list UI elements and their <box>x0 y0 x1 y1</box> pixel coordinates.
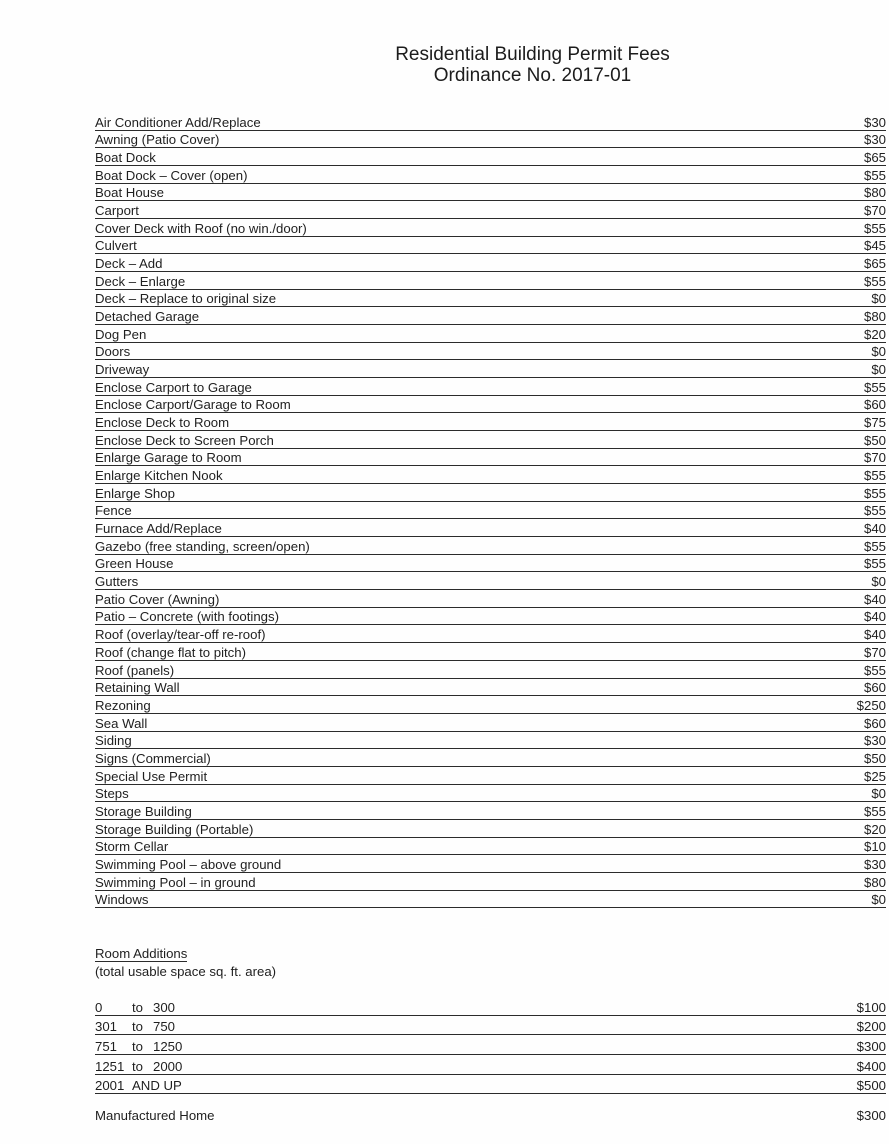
fee-amount: $70 <box>863 203 886 219</box>
fee-item-label: Gazebo (free standing, screen/open) <box>95 538 310 554</box>
fee-row <box>95 855 886 873</box>
fee-amount: $10 <box>863 839 886 855</box>
tier-row <box>95 1055 886 1075</box>
fee-row <box>95 131 886 149</box>
tier-range-connector: to <box>132 1019 143 1035</box>
tier-range-connector: to <box>132 1039 143 1055</box>
fee-item-label: Culvert <box>95 238 137 254</box>
fee-amount: $0 <box>871 574 886 590</box>
fee-amount: $75 <box>863 415 886 431</box>
fee-item-label: Retaining Wall <box>95 680 180 696</box>
fee-item-label: Fence <box>95 503 132 519</box>
fee-amount: $55 <box>863 803 886 819</box>
fee-row <box>95 360 886 378</box>
fee-amount: $50 <box>863 432 886 448</box>
tier-range-connector: AND UP <box>132 1078 182 1094</box>
fee-row <box>95 785 886 803</box>
fee-amount: $0 <box>871 362 886 378</box>
tier-row <box>95 1075 886 1095</box>
tier-range-min: 301 <box>95 1019 118 1035</box>
fee-item-label: Dog Pen <box>95 326 147 342</box>
fee-item-label: Sea Wall <box>95 715 148 731</box>
fee-amount: $55 <box>863 167 886 183</box>
fee-item-label: Air Conditioner Add/Replace <box>95 114 261 130</box>
room-additions-heading <box>95 946 187 962</box>
fee-row <box>95 307 886 325</box>
fee-row <box>95 625 886 643</box>
tier-fee: $300 <box>856 1039 886 1055</box>
fee-item-label: Cover Deck with Roof (no win./door) <box>95 220 307 236</box>
fee-item-label: Deck – Add <box>95 256 163 272</box>
fee-amount: $65 <box>863 150 886 166</box>
fee-row <box>95 466 886 484</box>
fee-amount: $60 <box>863 680 886 696</box>
tier-row <box>95 1016 886 1036</box>
fee-table <box>95 113 886 908</box>
title-line-1: Residential Building Permit Fees <box>395 44 670 65</box>
tier-range-max: 750 <box>153 1019 176 1035</box>
fee-row <box>95 519 886 537</box>
fee-row <box>95 643 886 661</box>
fee-item-label: Signs (Commercial) <box>95 750 211 766</box>
fee-row <box>95 732 886 750</box>
tier-range-min: 751 <box>95 1039 118 1055</box>
fee-amount: $55 <box>863 379 886 395</box>
fee-row <box>95 555 886 573</box>
tier-fee: $100 <box>856 999 886 1015</box>
fee-amount: $40 <box>863 627 886 643</box>
fee-row <box>95 838 886 856</box>
fee-item-label: Doors <box>95 344 131 360</box>
fee-item-label: Awning (Patio Cover) <box>95 132 220 148</box>
manufactured-home-row <box>95 1108 886 1124</box>
fee-item-label: Special Use Permit <box>95 768 208 784</box>
fee-amount: $80 <box>863 874 886 890</box>
fee-amount: $55 <box>863 273 886 289</box>
fee-amount: $55 <box>863 538 886 554</box>
fee-item-label: Siding <box>95 733 132 749</box>
fee-row <box>95 891 886 909</box>
document-title <box>88 44 889 86</box>
tier-range <box>95 1000 175 1015</box>
fee-row <box>95 148 886 166</box>
fee-row <box>95 767 886 785</box>
room-additions-heading-text: Room Additions <box>95 946 188 961</box>
tier-range-connector: to <box>132 999 143 1015</box>
tier-range <box>95 1078 182 1093</box>
fee-amount: $30 <box>863 733 886 749</box>
fee-amount: $20 <box>863 821 886 837</box>
tier-range-max: 300 <box>153 999 176 1015</box>
fee-row <box>95 749 886 767</box>
fee-amount: $25 <box>863 768 886 784</box>
fee-row <box>95 166 886 184</box>
fee-row <box>95 661 886 679</box>
fee-row <box>95 696 886 714</box>
tier-range-connector: to <box>132 1058 143 1074</box>
fee-item-label: Green House <box>95 556 174 572</box>
fee-item-label: Enclose Carport/Garage to Room <box>95 397 291 413</box>
tier-range-min: 2001 <box>95 1078 125 1094</box>
fee-row <box>95 714 886 732</box>
fee-amount: $55 <box>863 556 886 572</box>
fee-row <box>95 572 886 590</box>
fee-item-label: Storage Building (Portable) <box>95 821 254 837</box>
fee-amount: $30 <box>863 114 886 130</box>
title-line-2: Ordinance No. 2017-01 <box>433 65 632 86</box>
fee-item-label: Enlarge Garage to Room <box>95 450 242 466</box>
fee-item-label: Rezoning <box>95 697 151 713</box>
fee-amount: $80 <box>863 309 886 325</box>
fee-item-label: Driveway <box>95 362 150 378</box>
fee-item-label: Roof (change flat to pitch) <box>95 644 247 660</box>
fee-item-label: Swimming Pool – above ground <box>95 856 282 872</box>
room-additions-subheading: (total usable space sq. ft. area) <box>95 964 277 979</box>
fee-item-label: Furnace Add/Replace <box>95 521 222 537</box>
fee-item-label: Windows <box>95 892 149 908</box>
fee-item-label: Enlarge Shop <box>95 485 175 501</box>
fee-item-label: Enclose Carport to Garage <box>95 379 252 395</box>
fee-row <box>95 237 886 255</box>
fee-row <box>95 431 886 449</box>
fee-row <box>95 537 886 555</box>
fee-amount: $30 <box>863 856 886 872</box>
tier-range-min: 0 <box>95 999 103 1015</box>
fee-amount: $55 <box>863 220 886 236</box>
fee-row <box>95 343 886 361</box>
fee-amount: $80 <box>863 185 886 201</box>
fee-amount: $70 <box>863 644 886 660</box>
tier-fee: $200 <box>856 1019 886 1035</box>
fee-item-label: Roof (panels) <box>95 662 175 678</box>
fee-item-label: Roof (overlay/tear-off re-roof) <box>95 627 266 643</box>
tier-fee: $500 <box>856 1078 886 1094</box>
fee-row <box>95 201 886 219</box>
fee-amount: $55 <box>863 468 886 484</box>
tier-range <box>95 1039 182 1054</box>
tier-range-max: 1250 <box>153 1039 183 1055</box>
fee-amount: $45 <box>863 238 886 254</box>
fee-amount: $40 <box>863 521 886 537</box>
fee-row <box>95 802 886 820</box>
tier-range <box>95 1019 175 1034</box>
fee-row <box>95 413 886 431</box>
fee-amount: $0 <box>871 344 886 360</box>
fee-row <box>95 113 886 131</box>
fee-item-label: Carport <box>95 203 139 219</box>
fee-amount: $30 <box>863 132 886 148</box>
fee-item-label: Patio Cover (Awning) <box>95 591 220 607</box>
fee-amount: $65 <box>863 256 886 272</box>
tier-range-min: 1251 <box>95 1058 125 1074</box>
fee-row <box>95 396 886 414</box>
fee-row <box>95 378 886 396</box>
fee-amount: $60 <box>863 715 886 731</box>
fee-item-label: Boat Dock <box>95 150 156 166</box>
fee-item-label: Patio – Concrete (with footings) <box>95 609 279 625</box>
fee-item-label: Deck – Enlarge <box>95 273 186 289</box>
fee-amount: $250 <box>856 697 886 713</box>
fee-item-label: Deck – Replace to original size <box>95 291 277 307</box>
fee-row <box>95 290 886 308</box>
fee-row <box>95 254 886 272</box>
fee-amount: $0 <box>871 291 886 307</box>
fee-amount: $20 <box>863 326 886 342</box>
fee-row <box>95 184 886 202</box>
fee-item-label: Storage Building <box>95 803 192 819</box>
fee-amount: $40 <box>863 609 886 625</box>
tier-range <box>95 1059 182 1074</box>
fee-row <box>95 502 886 520</box>
room-additions-table <box>95 996 886 1094</box>
fee-row <box>95 272 886 290</box>
fee-amount: $60 <box>863 397 886 413</box>
tier-fee: $400 <box>856 1058 886 1074</box>
fee-item-label: Storm Cellar <box>95 839 169 855</box>
tier-row <box>95 996 886 1016</box>
fee-row <box>95 219 886 237</box>
fee-amount: $70 <box>863 450 886 466</box>
fee-row <box>95 325 886 343</box>
manufactured-home-label: Manufactured Home <box>95 1108 215 1123</box>
fee-row <box>95 449 886 467</box>
manufactured-home-fee: $300 <box>856 1108 886 1123</box>
fee-item-label: Enclose Deck to Screen Porch <box>95 432 274 448</box>
fee-amount: $55 <box>863 503 886 519</box>
fee-amount: $0 <box>871 786 886 802</box>
fee-item-label: Detached Garage <box>95 309 200 325</box>
fee-row <box>95 590 886 608</box>
fee-item-label: Enclose Deck to Room <box>95 415 230 431</box>
fee-amount: $55 <box>863 662 886 678</box>
fee-amount: $0 <box>871 892 886 908</box>
fee-row <box>95 484 886 502</box>
fee-row <box>95 608 886 626</box>
fee-item-label: Boat House <box>95 185 164 201</box>
fee-item-label: Gutters <box>95 574 139 590</box>
fee-item-label: Swimming Pool – in ground <box>95 874 256 890</box>
fee-item-label: Enlarge Kitchen Nook <box>95 468 223 484</box>
fee-row <box>95 679 886 697</box>
fee-item-label: Boat Dock – Cover (open) <box>95 167 248 183</box>
fee-row <box>95 820 886 838</box>
fee-row <box>95 873 886 891</box>
fee-amount: $55 <box>863 485 886 501</box>
tier-range-max: 2000 <box>153 1058 183 1074</box>
fee-amount: $40 <box>863 591 886 607</box>
fee-amount: $50 <box>863 750 886 766</box>
tier-row <box>95 1035 886 1055</box>
fee-item-label: Steps <box>95 786 129 802</box>
